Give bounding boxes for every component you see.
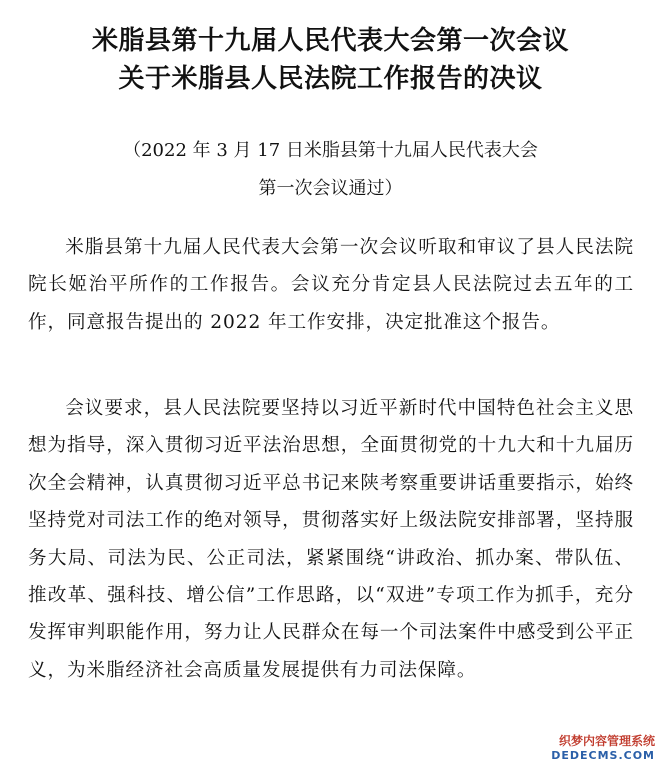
- document-subtitle-line-1: （2022 年 3 月 17 日米脂县第十九届人民代表大会: [123, 140, 538, 161]
- watermark-line-2: DEDECMS.COM: [551, 749, 655, 762]
- body-paragraph-2: 会议要求，县人民法院要坚持以习近平新时代中国特色社会主义思想为指导，深入贯彻习近平法治思想，全面贯彻党的十九大和十九届历次全会精神，认真贯彻习近平总书记来陕考察重要讲话重要指示，始终坚持党对司法工作的绝对领导，贯彻落实好上级法院安排部署，坚持服务大局、司法为民、公正司法，紧紧围绕“讲政治、抓办案、带队伍、推改革、强科技、增公信”工作思路，以“双进”专项工作为抓手，充分发挥审判职能作用，努力让人民群众在每一个司法案件中感受到公平正义，为米脂经济社会高质量发展提供有力司法保障。: [28, 398, 634, 681]
- document-title-line-1: 米脂县第十九届人民代表大会第一次会议: [91, 26, 569, 56]
- watermark: [551, 733, 655, 763]
- body-paragraph-1: 米脂县第十九届人民代表大会第一次会议听取和审议了县人民法院院长姬治平所作的工作报告。会议充分肯定县人民法院过去五年的工作，同意报告提出的 2022 年工作安排，决定批准这个报告。: [28, 237, 634, 333]
- watermark-line-1: 织梦内容管理系统: [558, 734, 655, 748]
- document-title-line-2: 关于米脂县人民法院工作报告的决议: [118, 64, 543, 94]
- document-subtitle-line-2: 第一次会议通过）: [258, 178, 403, 199]
